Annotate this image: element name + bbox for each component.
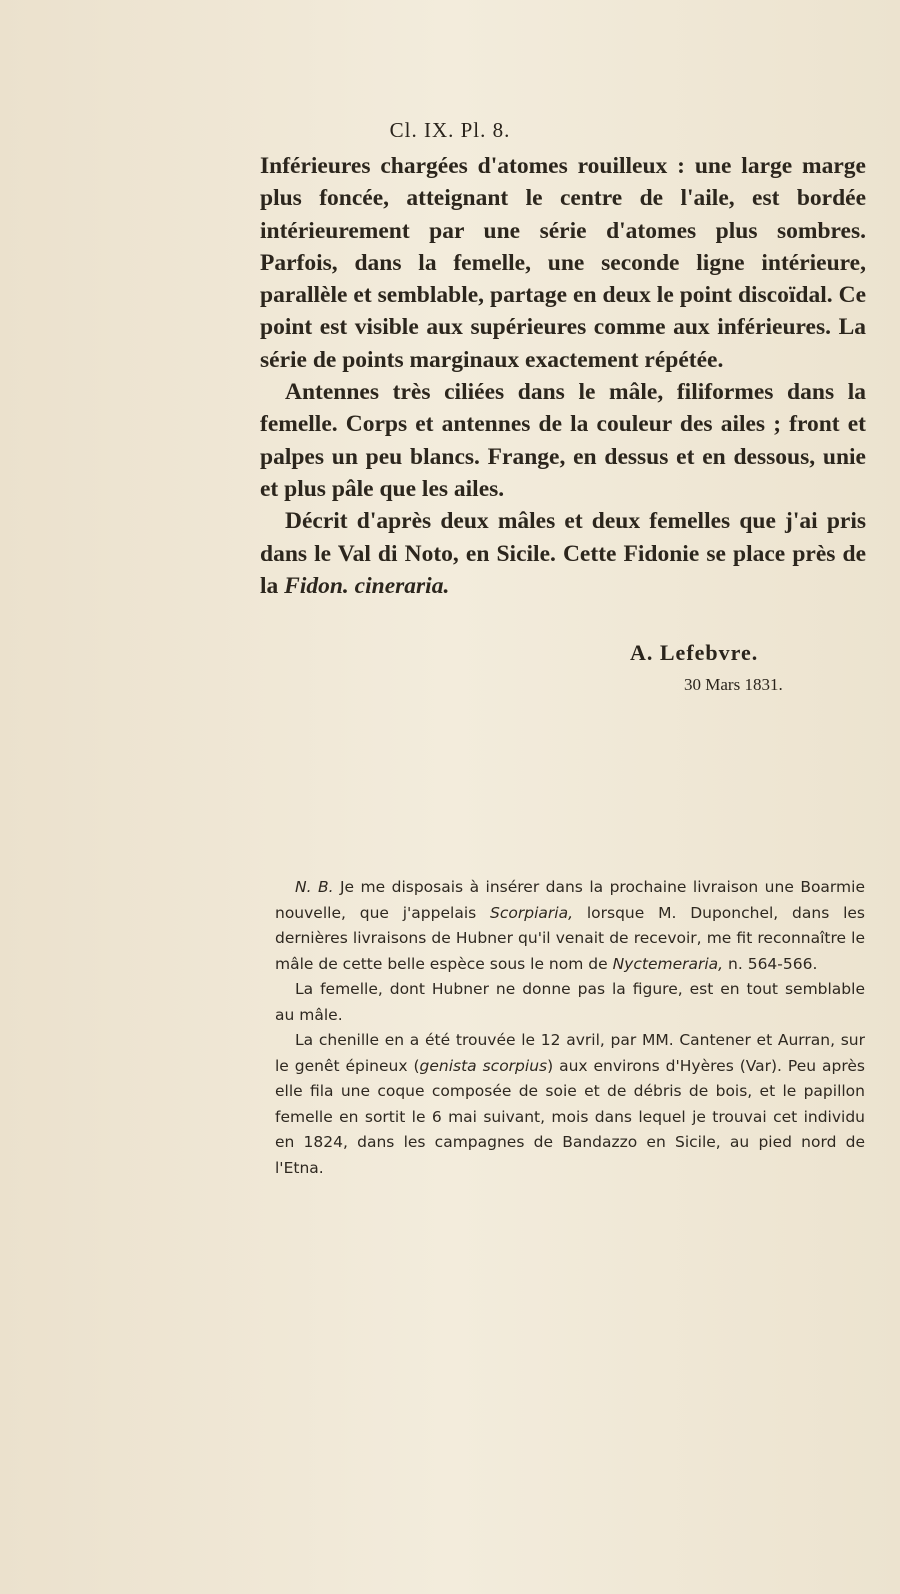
footnote-text-3b: ) aux environs d'Hyères (Var). Peu après elle fila une coque composée de soie et de débris de bois, et le papillon femelle en sortit le 6 mai suivant, mois dans lequel je trouvai cet individu en 1824, dans les campagnes de Bandazzo en Sicile, au pied nord de l'Etna.: [275, 1056, 865, 1177]
signature-date: 30 Mars 1831.: [684, 675, 783, 694]
species-reference: Fidon. cineraria.: [284, 572, 450, 599]
footnote-text-3a: La chenille en a été trouvée le 12 avril, par MM. Cantener et Aurran, sur le genêt épineux (: [275, 1031, 865, 1075]
paragraph-2: Antennes très ciliées dans le mâle, filiformes dans la femelle. Corps et antennes de la couleur des ailes ; front et palpes un peu blancs. Frange, en dessus et en dessous, unie et plus pâle que les ailes.: [260, 379, 866, 502]
footnote-para-1: [275, 875, 865, 977]
author-signature: A. Lefebvre.: [630, 640, 759, 665]
footnote-para-2: La femelle, dont Hubner ne donne pas la figure, est en tout semblable au mâle.: [275, 980, 865, 1024]
page-header: Cl. IX. Pl. 8.: [389, 118, 511, 142]
species-nyctemeraria: Nyctemeraria,: [612, 954, 724, 973]
footnote-para-3: [275, 1028, 865, 1181]
species-scorpiaria: Scorpiaria,: [490, 903, 574, 922]
footnote: [275, 875, 865, 1181]
species-genista: genista scorpius: [419, 1056, 548, 1075]
footnote-text-1a: Je me disposais à insérer dans la prochaine livraison une Boarmie nouvelle, que j'appelais: [275, 878, 865, 922]
nb-label: N. B.: [295, 878, 334, 896]
footnote-text-1c: n. 564-566.: [728, 954, 818, 973]
footnote-text-1b: lorsque M. Duponchel, dans les dernières livraisons de Hubner qu'il venait de recevoir, me fit reconnaître le mâle de cette belle espèce sous le nom de: [275, 903, 866, 973]
main-text: [260, 150, 866, 602]
paragraph-1: Inférieures chargées d'atomes rouilleux : une large marge plus foncée, atteignant le centre de l'aile, est bordée intérieurement par une série d'atomes plus sombres. Parfois, dans la femelle, une seconde ligne intérieure, parallèle et semblable, partage en deux le point discoïdal. Ce point est visible aux supérieures comme aux inférieures. La série de points marginaux exactement répétée.: [260, 153, 866, 373]
paragraph-3-text: Décrit d'après deux mâles et deux femelles que j'ai pris dans le Val di Noto, en Sicile. Cette Fidonie se place près de la: [260, 508, 866, 599]
paragraph-3: [260, 505, 866, 602]
